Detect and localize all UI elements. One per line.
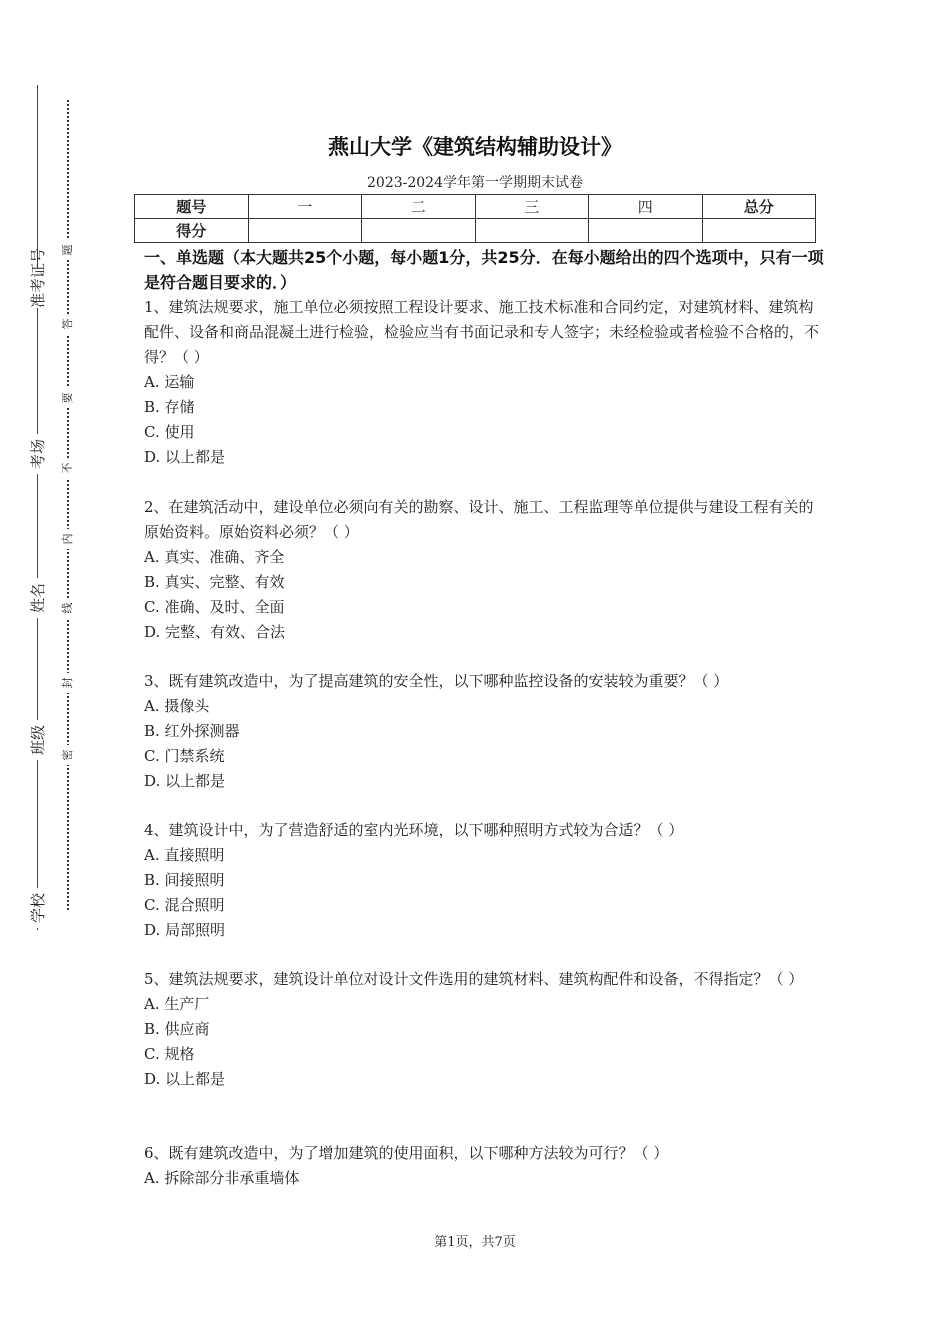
seal-char: 封: [61, 673, 75, 693]
binding-label-exam-room: 考场: [28, 434, 48, 474]
question-stem: 1、建筑法规要求，施工单位必须按照工程设计要求、施工技术标准和合同约定，对建筑材料、建筑构配件、设备和商品混凝土进行检验，检验应当有书面记录和专人签字；未经检验或者检验不合格的，不得？（ ）: [144, 298, 820, 366]
option-a[interactable]: A. 直接照明: [144, 846, 225, 864]
binding-label-name: 姓名: [28, 578, 48, 618]
option-b[interactable]: B. 供应商: [144, 1020, 210, 1038]
question-item: [144, 967, 819, 1092]
binding-label-class: 班级: [28, 720, 48, 760]
option-d[interactable]: D. 以上都是: [144, 448, 226, 466]
score-cell[interactable]: [589, 219, 703, 243]
question-item: [144, 669, 819, 794]
score-row-label: 得分: [135, 219, 249, 243]
option-a[interactable]: A. 摄像头: [144, 697, 210, 715]
score-table-header-row: [135, 195, 816, 219]
question-stem: 6、既有建筑改造中，为了增加建筑的使用面积，以下哪种方法较为可行？（ ）: [144, 1144, 669, 1162]
score-cell[interactable]: [362, 219, 476, 243]
option-d[interactable]: D. 完整、有效、合法: [144, 623, 286, 641]
binding-dotted-line: [67, 100, 69, 910]
score-cell[interactable]: [248, 219, 362, 243]
binding-label-school: 学校: [28, 888, 48, 928]
option-a[interactable]: A. 真实、准确、齐全: [144, 548, 285, 566]
option-c[interactable]: C. 准确、及时、全面: [144, 598, 285, 616]
seal-char: 密: [61, 745, 75, 765]
option-d[interactable]: D. 以上都是: [144, 772, 226, 790]
binding-solid-line: [37, 85, 38, 930]
question-item: [144, 1141, 819, 1191]
binding-margin: [0, 0, 110, 1344]
option-a[interactable]: A. 生产厂: [144, 995, 210, 1013]
page-footer: 第1页，共7页: [434, 1235, 516, 1250]
question-stem: 2、在建筑活动中，建设单位必须向有关的勘察、设计、施工、工程监理等单位提供与建设工程有关的原始资料。原始资料必须？（ ）: [144, 498, 814, 541]
score-table: [134, 194, 816, 243]
section-heading: 一、单选题（本大题共25个小题，每小题1分，共25分．在每小题给出的四个选项中，只有一项是符合题目要求的．）: [144, 248, 824, 292]
seal-char: 答: [61, 314, 75, 334]
question-item: [144, 495, 819, 645]
option-d[interactable]: D. 局部照明: [144, 921, 226, 939]
seal-char: 线: [61, 598, 75, 618]
seal-char: 要: [61, 388, 75, 408]
option-c[interactable]: C. 使用: [144, 423, 195, 441]
score-cell[interactable]: [702, 219, 816, 243]
score-cell[interactable]: [475, 219, 589, 243]
option-b[interactable]: B. 间接照明: [144, 871, 225, 889]
page-title: 燕山大学《建筑结构辅助设计》: [328, 135, 622, 159]
option-c[interactable]: C. 门禁系统: [144, 747, 225, 765]
question-stem: 3、既有建筑改造中，为了提高建筑的安全性，以下哪种监控设备的安装较为重要？（ ）: [144, 672, 729, 690]
option-c[interactable]: C. 混合照明: [144, 896, 225, 914]
score-header-cell: 总分: [702, 195, 816, 219]
option-d[interactable]: D. 以上都是: [144, 1070, 226, 1088]
score-header-cell: 一: [248, 195, 362, 219]
option-b[interactable]: B. 存储: [144, 398, 195, 416]
score-header-cell: 题号: [135, 195, 249, 219]
score-header-cell: 二: [362, 195, 476, 219]
score-header-cell: 四: [589, 195, 703, 219]
question-item: [144, 295, 819, 470]
exam-subtitle: 2023-2024学年第一学期期末试卷: [367, 175, 583, 191]
seal-char: 题: [61, 240, 75, 260]
option-b[interactable]: B. 红外探测器: [144, 722, 240, 740]
question-stem: 4、建筑设计中，为了营造舒适的室内光环境，以下哪种照明方式较为合适？（ ）: [144, 821, 684, 839]
score-table-score-row: [135, 219, 816, 243]
binding-label-exam-number: 准考证号: [29, 247, 47, 308]
seal-char: 内: [61, 529, 75, 549]
seal-char: 不: [61, 458, 75, 478]
option-a[interactable]: A. 运输: [144, 373, 195, 391]
option-a[interactable]: A. 拆除部分非承重墙体: [144, 1169, 300, 1187]
option-b[interactable]: B. 真实、完整、有效: [144, 573, 285, 591]
question-stem: 5、建筑法规要求，建筑设计单位对设计文件选用的建筑材料、建筑构配件和设备，不得指定？（ ）: [144, 970, 804, 988]
option-c[interactable]: C. 规格: [144, 1045, 195, 1063]
question-item: [144, 818, 819, 943]
score-header-cell: 三: [475, 195, 589, 219]
